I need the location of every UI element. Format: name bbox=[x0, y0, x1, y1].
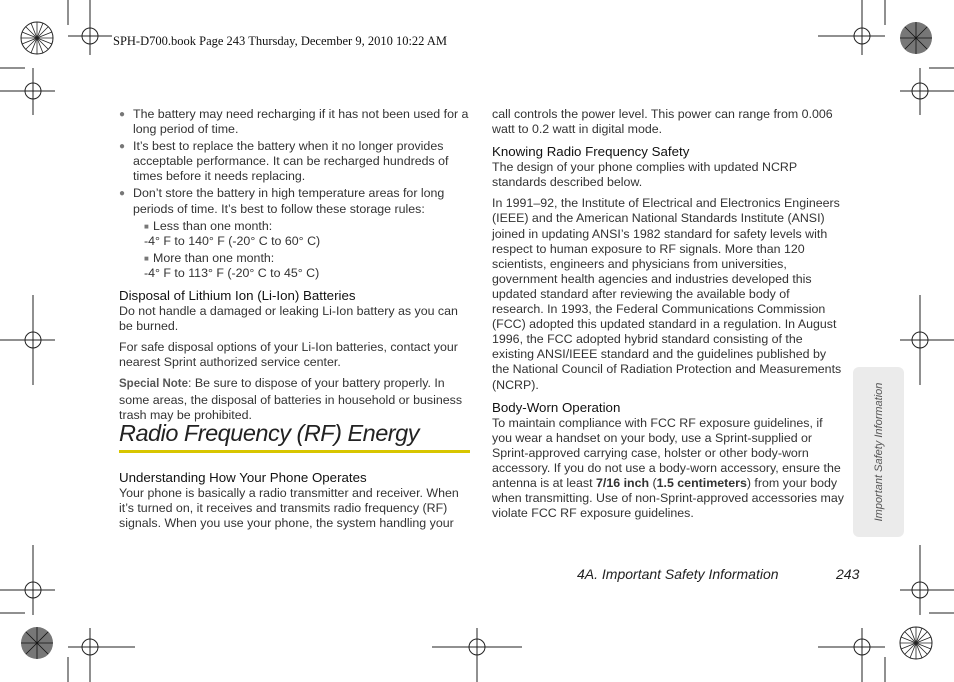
crosshair-mark bbox=[818, 628, 885, 682]
knowing-paragraph: The design of your phone complies with updated NCRP standards described below. bbox=[492, 160, 797, 190]
bodyworn-text: To maintain compliance with FCC RF exposure guidelines, if you wear a handset on your body, use a Sprint-supplied or Sprint-approved carrying case, holster or other body-worn accessory. If you do not use a body-worn accessory, ensure the antenna is at least bbox=[492, 415, 841, 490]
special-note bbox=[119, 376, 471, 422]
crosshair-mark bbox=[900, 68, 954, 115]
left-column bbox=[119, 107, 471, 423]
knowing-heading: Knowing Radio Frequency Safety bbox=[492, 144, 690, 160]
operates-paragraph: Your phone is basically a radio transmitter and receiver. When it’s turned on, it receives and transmits radio frequency (RF) signals. When you use your phone, the system handling your bbox=[119, 486, 459, 531]
special-note-text: : Be sure to dispose of your battery properly. In some areas, the disposal of batteries in household or business trash may be prohibited. bbox=[119, 376, 463, 422]
footer-section: 4A. Important Safety Information bbox=[577, 566, 779, 582]
bodyworn-text: ( bbox=[649, 475, 657, 490]
knowing-paragraph: In 1991–92, the Institute of Electrical and Electronics Engineers (IEEE) and the American National Standards Institute (ANSI) joined in updating ANSI’s 1982 standard for safety levels with respect to human exposure to RF signals. More than 120 scientists, engineers and physicians from universities, government health agencies and industries developed this updated standard after reviewing the available body of research. In 1993, the Federal Communications Commission (FCC) adopted this updated standard in a regulation. In August 1996, the FCC adopted hybrid standard consisting of the existing ANSI/IEEE standard and the guidelines published by the National Council of Radiation Protection and Measurements (NCRP). bbox=[492, 196, 842, 392]
crosshair-mark bbox=[0, 68, 55, 115]
starburst-mark bbox=[900, 22, 932, 54]
crosshair-mark bbox=[68, 0, 112, 55]
list-item bbox=[119, 107, 471, 137]
section-title: Radio Frequency (RF) Energy bbox=[119, 420, 470, 453]
rule-label: Less than one month: bbox=[153, 218, 273, 233]
bullet-text: Don’t store the battery in high temperature areas for long periods of time. It’s best to follow these storage rules: bbox=[133, 186, 445, 216]
special-note-label: Special Note bbox=[119, 378, 189, 391]
continued-paragraph: call controls the power level. This power can range from 0.006 watt to 0.2 watt in digital mode. bbox=[492, 107, 833, 137]
sub-list-item bbox=[119, 219, 471, 249]
list-item bbox=[119, 139, 471, 184]
side-tab-label: Important Safety Information bbox=[872, 382, 885, 522]
disposal-paragraph: Do not handle a damaged or leaking Li-Ion battery as you can be burned. bbox=[119, 304, 458, 334]
crosshair-mark bbox=[818, 0, 885, 55]
bullet-text: It’s best to replace the battery when it no longer provides acceptable performance. It can be recharged hundreds of times before it needs replacing. bbox=[133, 139, 449, 184]
rule-label: More than one month: bbox=[153, 250, 275, 265]
bodyworn-paragraph bbox=[492, 416, 844, 522]
distance-cm: 1.5 centimeters bbox=[656, 475, 747, 490]
square-bullet-icon: ■ bbox=[144, 221, 149, 231]
crosshair-mark bbox=[432, 628, 522, 682]
bodyworn-text: ) from your body when transmitting. Use of non-Sprint-approved accessories may violate FCC RF exposure guidelines. bbox=[492, 475, 844, 521]
bullet-icon: ● bbox=[119, 109, 126, 120]
crosshair-mark bbox=[68, 628, 135, 682]
rule-range: -4° F to 113° F (-20° C to 45° C) bbox=[144, 265, 320, 280]
side-tab bbox=[853, 367, 904, 537]
list-item bbox=[119, 186, 471, 216]
crosshair-mark bbox=[900, 295, 954, 385]
right-column bbox=[492, 107, 844, 521]
starburst-mark bbox=[900, 627, 932, 659]
page-number: 243 bbox=[836, 566, 860, 582]
print-header: SPH-D700.book Page 243 Thursday, December 9, 2010 10:22 AM bbox=[113, 34, 447, 48]
starburst-mark bbox=[21, 627, 53, 659]
left-column-lower bbox=[119, 463, 471, 531]
crosshair-mark bbox=[0, 545, 55, 615]
distance-inch: 7/16 inch bbox=[596, 475, 650, 490]
crosshair-mark bbox=[900, 545, 954, 615]
bullet-icon: ● bbox=[119, 188, 126, 200]
sub-list-item bbox=[119, 251, 471, 281]
crosshair-mark bbox=[0, 295, 55, 385]
disposal-heading: Disposal of Lithium Ion (Li-Ion) Batteries bbox=[119, 288, 356, 304]
operates-heading: Understanding How Your Phone Operates bbox=[119, 470, 367, 485]
disposal-paragraph: For safe disposal options of your Li-Ion batteries, contact your nearest Sprint authorized service center. bbox=[119, 340, 458, 370]
starburst-mark bbox=[21, 22, 53, 54]
bodyworn-heading: Body-Worn Operation bbox=[492, 399, 621, 415]
square-bullet-icon: ■ bbox=[144, 253, 149, 263]
bullet-text: The battery may need recharging if it has not been used for a long period of time. bbox=[133, 107, 469, 137]
rule-range: -4° F to 140° F (-20° C to 60° C) bbox=[144, 233, 321, 248]
bullet-icon: ● bbox=[119, 141, 126, 153]
